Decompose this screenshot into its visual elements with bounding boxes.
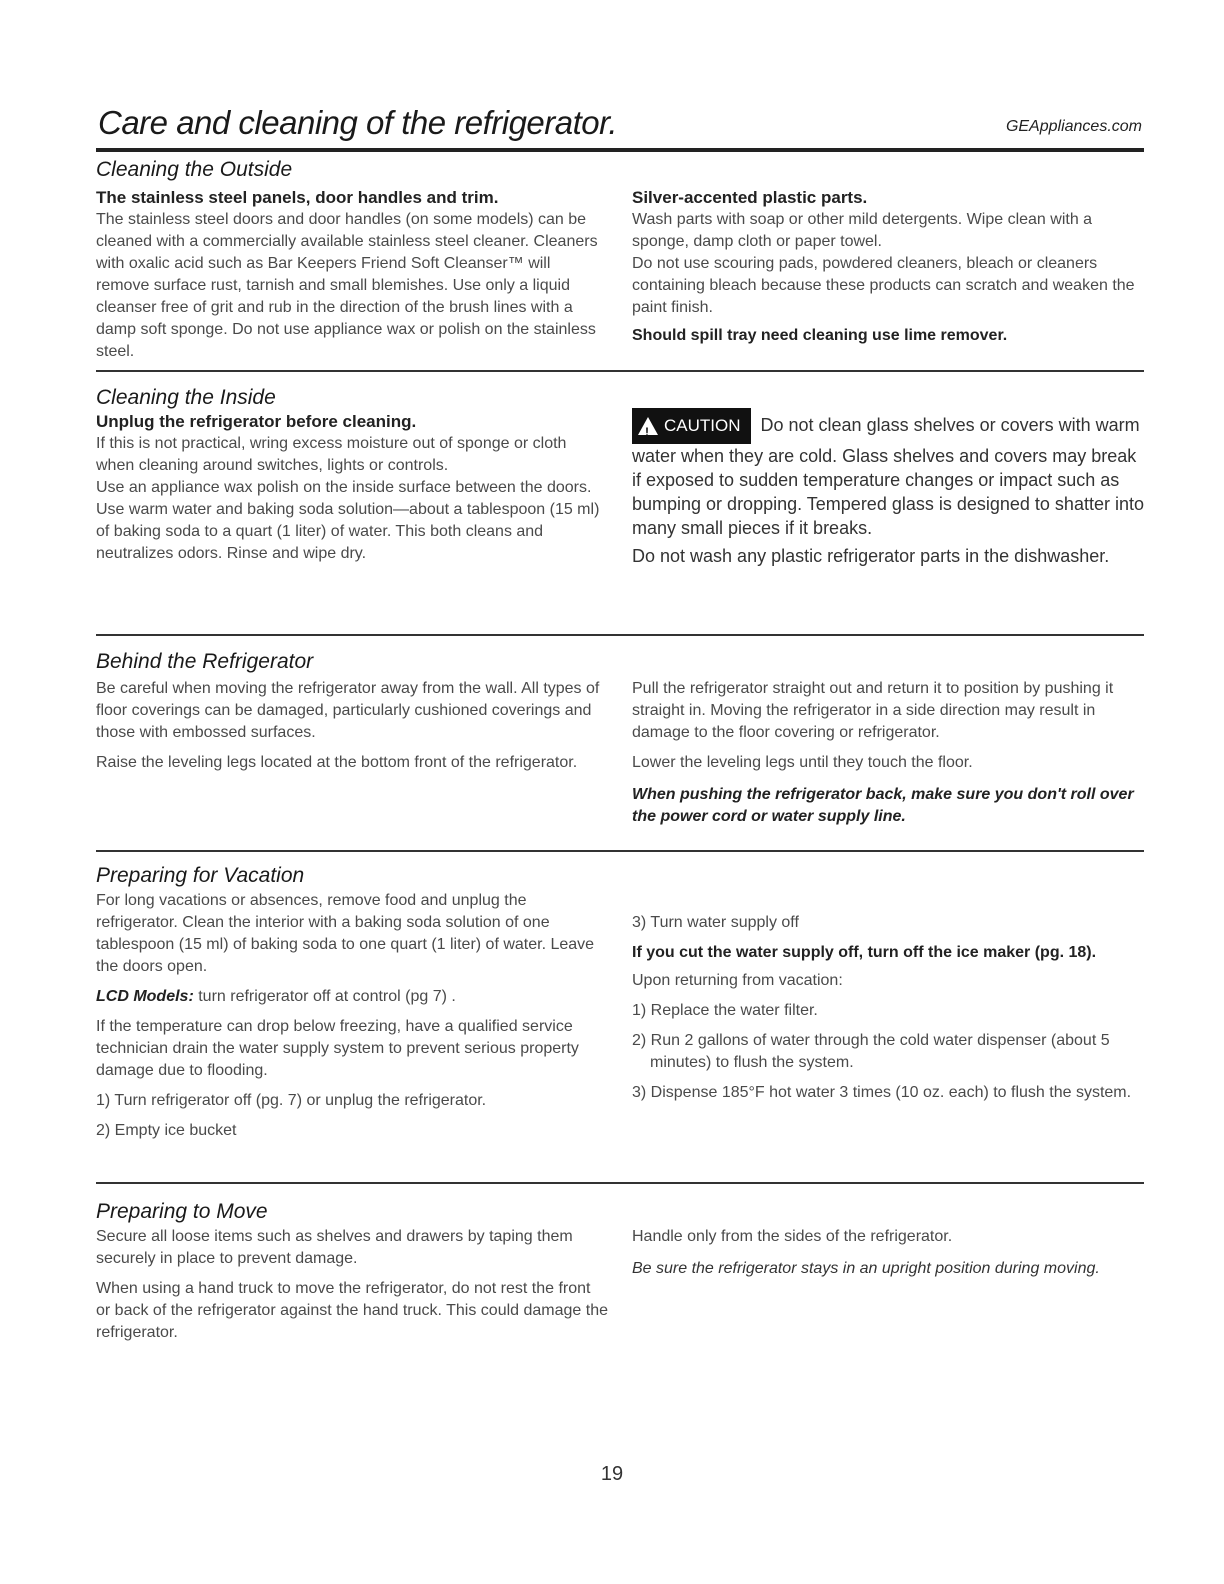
paragraph: Be careful when moving the refrigerator away from the wall. All types of floor coverings can be damaged, particularly cushioned coverings and those with embossed surfaces. [96, 680, 600, 741]
list-item: 3) Dispense 185°F hot water 3 times (10 oz. each) to flush the system. [632, 1084, 1132, 1101]
section-cleaning-outside [96, 158, 1144, 360]
caution-paragraph [632, 408, 1144, 540]
section-preparing-move [96, 1200, 1144, 1344]
bold-note: When pushing the refrigerator back, make sure you don't roll over the power cord or water supply line. [632, 786, 1134, 825]
list-item: 2) Empty ice bucket [96, 1122, 237, 1139]
caution-badge [632, 408, 751, 444]
section-divider [96, 850, 1144, 852]
paragraph: Raise the leveling legs located at the bottom front of the refrigerator. [96, 754, 578, 771]
bold-note: Should spill tray need cleaning use lime remover. [632, 327, 1008, 344]
section-preparing-vacation [96, 864, 1144, 1174]
paragraph: Use warm water and baking soda solution—about a tablespoon (15 ml) of baking soda to a quart (1 liter) of water. This both cleans and neutralizes odors. Rinse and wipe dry. [96, 501, 600, 562]
subheading: Silver-accented plastic parts. [632, 188, 868, 207]
bold-note: If you cut the water supply off, turn off the ice maker (pg. 18). [632, 944, 1097, 961]
caution-text: Do not clean glass shelves or covers with warm water when they are cold. Glass shelves and covers may break if exposed to sudden temperature changes or impact such as bumping or dropping. Tempered glass is designed to shatter into many small pieces if it breaks. [632, 414, 1144, 538]
section-title: Cleaning the Outside [96, 158, 293, 181]
section-title: Preparing for Vacation [96, 864, 305, 887]
website-label: GEAppliances.com [1005, 118, 1142, 135]
paragraph: Do not use scouring pads, powdered cleaners, bleach or cleaners containing bleach because these products can scratch and weaken the paint finish. [632, 255, 1135, 316]
section-divider [96, 1182, 1144, 1184]
section-divider [96, 634, 1144, 636]
list-item: 3) Turn water supply off [632, 914, 799, 931]
page-title: Care and cleaning of the refrigerator. [98, 104, 618, 141]
paragraph: Lower the leveling legs until they touch the floor. [632, 754, 973, 771]
page-number: 19 [600, 1463, 624, 1485]
italic-note: Be sure the refrigerator stays in an upright position during moving. [632, 1260, 1100, 1277]
section-title: Preparing to Move [96, 1200, 268, 1223]
paragraph: The stainless steel doors and door handles (on some models) can be cleaned with a commercially available stainless steel cleaner. Cleaners with oxalic acid such as Bar Keepers Friend Soft Cleanser™ will remove surface rust, tarnish and small blemishes. Use only a liquid cleanser free of grit and rub in the direction of the brush lines with a damp soft sponge. Do not use appliance wax or polish on the stainless steel. [96, 211, 598, 360]
section-title: Behind the Refrigerator [96, 650, 314, 673]
paragraph: When using a hand truck to move the refrigerator, do not rest the front or back of the refrigerator against the hand truck. This could damage the refrigerator. [96, 1280, 608, 1341]
paragraph: Wash parts with soap or other mild detergents. Wipe clean with a sponge, damp cloth or paper towel. [632, 211, 1093, 250]
caution-label: CAUTION [664, 416, 741, 435]
subheading: Unplug the refrigerator before cleaning. [96, 412, 417, 431]
section-divider [96, 370, 1144, 372]
paragraph: If this is not practical, wring excess moisture out of sponge or cloth when cleaning around switches, lights or controls. [96, 435, 567, 474]
section-cleaning-inside [96, 386, 1144, 622]
section-behind-refrigerator [96, 650, 1144, 840]
paragraph: Secure all loose items such as shelves and drawers by taping them securely in place to prevent damage. [96, 1228, 573, 1267]
header-rule [96, 148, 1144, 152]
paragraph: Handle only from the sides of the refrigerator. [632, 1228, 953, 1245]
section-title: Cleaning the Inside [96, 386, 276, 409]
list-item: 1) Replace the water filter. [632, 1002, 818, 1019]
page-content [96, 104, 1144, 1344]
list-item: 2) Run 2 gallons of water through the cold water dispenser (about 5 minutes) to flush the system. [632, 1032, 1110, 1071]
list-item: 1) Turn refrigerator off (pg. 7) or unplug the refrigerator. [96, 1092, 487, 1109]
page-header [96, 104, 1144, 148]
warning-icon: ! [638, 417, 658, 435]
paragraph: Upon returning from vacation: [632, 972, 843, 989]
lcd-paragraph [96, 986, 608, 1008]
paragraph: If the temperature can drop below freezing, have a qualified service technician drain the water supply system to prevent serious property damage due to flooding. [96, 1018, 579, 1079]
paragraph: For long vacations or absences, remove food and unplug the refrigerator. Clean the interior with a baking soda solution of one tablespoon (15 ml) of baking soda to one quart (1 liter) of water. Leave the doors open. [96, 892, 595, 975]
lcd-label: LCD Models: [96, 988, 194, 1005]
paragraph: Pull the refrigerator straight out and return it to position by pushing it straight in. Moving the refrigerator in a side direction may result in damage to the floor covering or refrigerator. [632, 680, 1114, 741]
caution-paragraph-2: Do not wash any plastic refrigerator parts in the dishwasher. [632, 546, 1110, 566]
subheading: The stainless steel panels, door handles and trim. [96, 188, 499, 207]
lcd-text: turn refrigerator off at control (pg 7) . [193, 988, 456, 1005]
paragraph: Use an appliance wax polish on the inside surface between the doors. [96, 479, 592, 496]
